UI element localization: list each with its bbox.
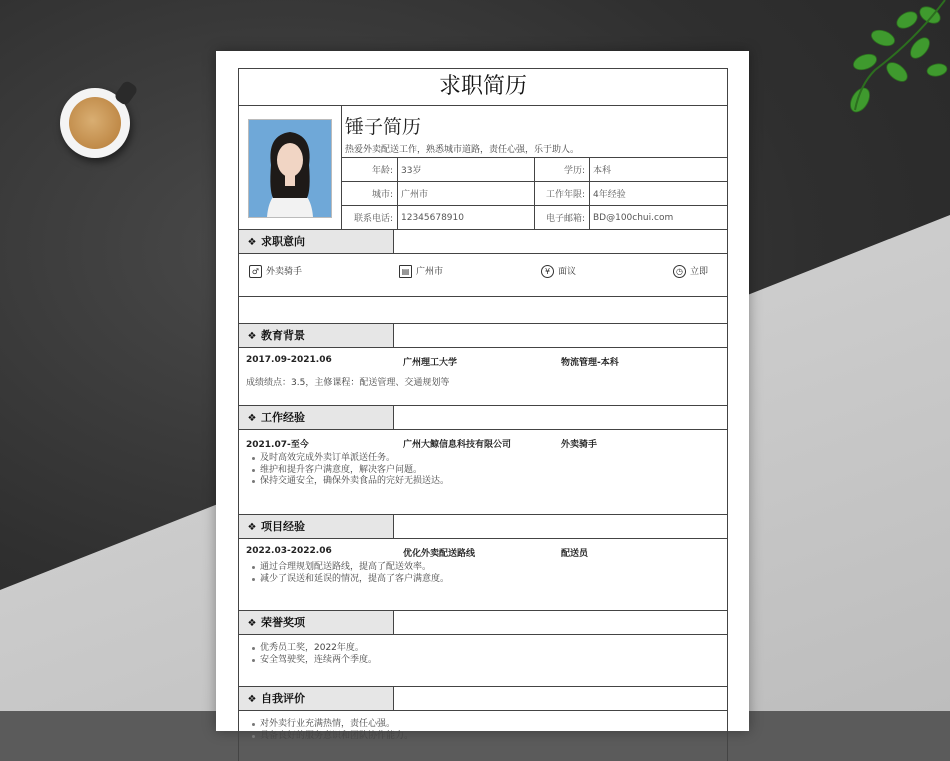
self-bullets bbox=[246, 719, 720, 742]
list-item: 及时高效完成外卖订单派送任务。 bbox=[260, 453, 720, 465]
phone-value: 12345678910 bbox=[398, 206, 535, 230]
education-section-body bbox=[239, 348, 727, 406]
work-bullets bbox=[246, 453, 720, 488]
city-label: 城市: bbox=[341, 182, 398, 206]
intention-city-text: 广州市 bbox=[416, 267, 444, 277]
intention-heading: 求职意向 bbox=[261, 235, 305, 248]
experience-value: 4年经验 bbox=[590, 182, 728, 206]
coffee-liquid bbox=[69, 97, 121, 149]
intention-section-body bbox=[239, 254, 727, 297]
diamond-arrow-icon: ❖ bbox=[247, 237, 257, 248]
work-role: 外卖骑手 bbox=[561, 440, 598, 450]
project-name: 优化外卖配送路线 bbox=[403, 549, 476, 559]
honors-section-header bbox=[239, 611, 727, 635]
work-row bbox=[246, 437, 720, 451]
coffee-cup bbox=[60, 88, 130, 158]
email-value: BD@100chui.com bbox=[590, 206, 728, 230]
list-item: 具备良好的服务意识和团队协作能力。 bbox=[260, 731, 720, 743]
self-heading: 自我评价 bbox=[261, 692, 305, 705]
intention-start-text: 立即 bbox=[690, 267, 709, 277]
honors-section-body bbox=[239, 635, 727, 687]
intention-salary-text: 面议 bbox=[558, 267, 577, 277]
diamond-arrow-icon: ❖ bbox=[247, 618, 257, 629]
work-heading: 工作经验 bbox=[261, 411, 305, 424]
project-section-body bbox=[239, 539, 727, 611]
list-item: 减少了误送和延误的情况，提高了客户满意度。 bbox=[260, 574, 720, 586]
experience-label: 工作年限: bbox=[535, 182, 590, 206]
education-section-header bbox=[239, 324, 727, 348]
education-value: 本科 bbox=[590, 158, 728, 182]
intention-job-text: 外卖骑手 bbox=[266, 267, 303, 277]
candidate-name: 锤子简历 bbox=[345, 116, 422, 138]
clock-icon: ◷ bbox=[673, 265, 686, 278]
info-row bbox=[341, 206, 727, 230]
intention-salary bbox=[541, 264, 576, 278]
building-icon: ▤ bbox=[399, 265, 412, 278]
intention-city bbox=[399, 264, 443, 278]
project-period: 2022.03-2022.06 bbox=[246, 546, 332, 556]
email-label: 电子邮箱: bbox=[535, 206, 590, 230]
age-value: 33岁 bbox=[398, 158, 535, 182]
education-major: 物流管理-本科 bbox=[561, 358, 619, 368]
education-period: 2017.09-2021.06 bbox=[246, 355, 332, 365]
education-heading: 教育背景 bbox=[261, 329, 305, 342]
intention-section-header bbox=[239, 230, 727, 254]
city-value: 广州市 bbox=[398, 182, 535, 206]
list-item: 保持交通安全，确保外卖食品的完好无损送达。 bbox=[260, 476, 720, 488]
age-label: 年龄: bbox=[341, 158, 398, 182]
education-school: 广州理工大学 bbox=[403, 358, 458, 368]
diamond-arrow-icon: ❖ bbox=[247, 522, 257, 533]
list-item: 维护和提升客户满意度，解决客户问题。 bbox=[260, 465, 720, 477]
list-item: 对外卖行业充满热情，责任心强。 bbox=[260, 719, 720, 731]
profile-photo bbox=[248, 119, 332, 218]
resume-table bbox=[238, 68, 728, 761]
diamond-arrow-icon: ❖ bbox=[247, 331, 257, 342]
plant-decoration bbox=[845, 0, 950, 125]
yen-icon: ¥ bbox=[541, 265, 554, 278]
list-item: 通过合理规划配送路线，提高了配送效率。 bbox=[260, 562, 720, 574]
self-section-body bbox=[239, 711, 727, 761]
honors-heading: 荣誉奖项 bbox=[261, 616, 305, 629]
project-role: 配送员 bbox=[561, 549, 589, 559]
list-item: 优秀员工奖，2022年度。 bbox=[260, 643, 720, 655]
section-spacer bbox=[239, 297, 727, 324]
diamond-arrow-icon: ❖ bbox=[247, 413, 257, 424]
diamond-arrow-icon: ❖ bbox=[247, 694, 257, 705]
education-detail: 成绩绩点：3.5，主修课程：配送管理、交通规划等 bbox=[246, 378, 450, 388]
photo-cell bbox=[239, 106, 342, 229]
work-section-body bbox=[239, 430, 727, 515]
project-section-header bbox=[239, 515, 727, 539]
resume-paper bbox=[216, 51, 749, 741]
profile-header bbox=[239, 106, 727, 230]
phone-label: 联系电话: bbox=[341, 206, 398, 230]
project-heading: 项目经验 bbox=[261, 520, 305, 533]
project-bullets bbox=[246, 562, 720, 585]
work-section-header bbox=[239, 406, 727, 430]
info-row bbox=[341, 182, 727, 206]
candidate-intro: 热爱外卖配送工作，熟悉城市道路，责任心强，乐于助人。 bbox=[345, 145, 580, 155]
honors-bullets bbox=[246, 643, 720, 666]
resume-title: 求职简历 bbox=[239, 69, 727, 106]
work-company: 广州大鲸信息科技有限公司 bbox=[403, 440, 512, 450]
work-period: 2021.07-至今 bbox=[246, 440, 309, 450]
info-row bbox=[341, 158, 727, 182]
list-item: 安全驾驶奖，连续两个季度。 bbox=[260, 655, 720, 667]
tie-icon: ♂ bbox=[249, 265, 262, 278]
education-label: 学历: bbox=[535, 158, 590, 182]
self-section-header bbox=[239, 687, 727, 711]
education-row bbox=[246, 355, 720, 369]
intention-start bbox=[673, 264, 708, 278]
intention-job bbox=[249, 264, 302, 278]
project-row bbox=[246, 546, 720, 560]
basic-info-table bbox=[341, 157, 727, 229]
